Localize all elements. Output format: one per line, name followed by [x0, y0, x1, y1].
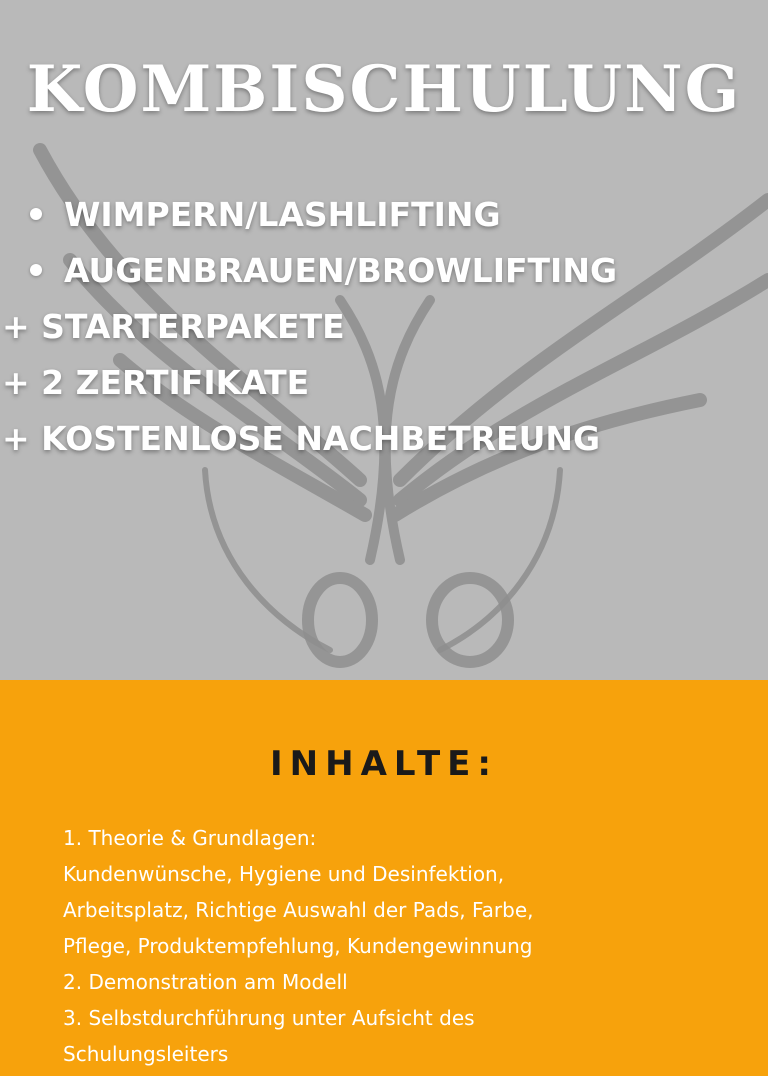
contents-line: 2. Demonstration am Modell	[63, 970, 348, 994]
page-title: KOMBISCHULUNG	[26, 52, 742, 127]
feature-bullet-item	[30, 246, 617, 296]
feature-label: WIMPERN/LASHLIFTING	[64, 195, 501, 234]
bullet-icon	[30, 208, 42, 220]
contents-line: Pflege, Produktempfehlung, Kundengewinnung	[63, 934, 533, 958]
contents-line: Schulungsleiters	[63, 1042, 229, 1066]
bullet-icon	[30, 264, 42, 276]
feature-extra-item: + KOSTENLOSE NACHBETREUNG	[2, 419, 601, 458]
contents-line: 3. Selbstdurchführung unter Aufsicht des	[63, 1006, 475, 1030]
feature-extra-item: + STARTERPAKETE	[2, 307, 345, 346]
feature-label: AUGENBRAUEN/BROWLIFTING	[64, 251, 618, 290]
contents-line: Arbeitsplatz, Richtige Auswahl der Pads, Farbe,	[63, 898, 534, 922]
contents-line: Kundenwünsche, Hygiene und Desinfektion,	[63, 862, 505, 886]
contents-list	[63, 820, 743, 1072]
feature-extra-item: + 2 ZERTIFIKATE	[2, 363, 310, 402]
feature-bullet-item	[30, 190, 501, 240]
contents-line: 1. Theorie & Grundlagen:	[63, 826, 317, 850]
contents-heading: INHALTE:	[270, 744, 498, 784]
